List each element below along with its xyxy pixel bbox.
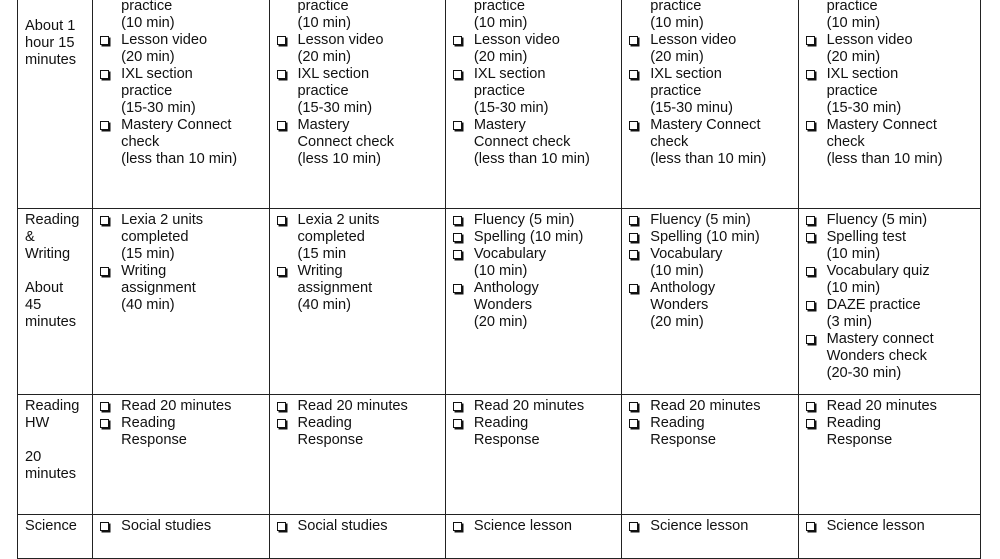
task-text: (15 min) bbox=[121, 246, 175, 262]
task-text: (10 min) bbox=[473, 15, 528, 31]
task-list bbox=[446, 518, 621, 535]
task-item bbox=[650, 66, 793, 117]
checkbox-icon[interactable] bbox=[453, 284, 462, 293]
task-text: Wonders check bbox=[826, 348, 927, 364]
task-text: (40 min) bbox=[297, 297, 352, 313]
task-text: (10 min) bbox=[121, 15, 175, 31]
task-text: (20 min) bbox=[826, 49, 881, 65]
row-label-line: minutes bbox=[25, 466, 77, 482]
row-label bbox=[18, 515, 93, 559]
task-list bbox=[622, 518, 797, 535]
task-list bbox=[799, 212, 980, 382]
checkbox-icon[interactable] bbox=[806, 419, 815, 428]
task-text: Read 20 minutes bbox=[650, 398, 761, 414]
checkbox-icon[interactable] bbox=[277, 402, 286, 411]
task-text: Mastery Connect bbox=[121, 117, 232, 133]
task-item bbox=[121, 398, 264, 415]
checkbox-icon[interactable] bbox=[277, 36, 286, 45]
row-label-line: Writing bbox=[25, 246, 71, 262]
task-text: Vocabulary bbox=[473, 246, 547, 262]
task-text: completed bbox=[297, 229, 365, 245]
task-item bbox=[827, 212, 976, 229]
task-text: Lesson video bbox=[121, 32, 208, 48]
task-list bbox=[270, 212, 445, 314]
task-text: Mastery Connect bbox=[826, 117, 937, 133]
task-text: Reading bbox=[121, 415, 176, 431]
task-text: Lesson video bbox=[826, 32, 913, 48]
task-text: IXL section bbox=[650, 66, 722, 82]
task-item bbox=[474, 398, 617, 415]
task-item bbox=[650, 280, 793, 331]
task-text: Lesson video bbox=[473, 32, 560, 48]
checkbox-icon[interactable] bbox=[100, 267, 109, 276]
checkbox-icon[interactable] bbox=[806, 70, 815, 79]
task-text: Mastery connect bbox=[826, 331, 934, 347]
task-text: Read 20 minutes bbox=[826, 398, 937, 414]
task-text: Connect check bbox=[297, 134, 395, 150]
task-text: practice bbox=[297, 0, 349, 14]
task-item bbox=[650, 0, 793, 32]
task-list bbox=[270, 518, 445, 535]
checkbox-icon[interactable] bbox=[100, 70, 109, 79]
task-text: (less than 10 min) bbox=[473, 151, 590, 167]
row-label-line: Science bbox=[25, 518, 77, 534]
checkbox-icon[interactable] bbox=[100, 121, 109, 130]
checkbox-icon[interactable] bbox=[453, 419, 462, 428]
task-item bbox=[474, 415, 617, 449]
task-text: (10 min) bbox=[826, 246, 881, 262]
checkbox-icon[interactable] bbox=[277, 267, 286, 276]
task-text: completed bbox=[121, 229, 189, 245]
day-cell bbox=[622, 515, 798, 559]
task-text: Response bbox=[121, 432, 187, 448]
schedule-row bbox=[18, 395, 981, 515]
day-cell bbox=[798, 515, 980, 559]
task-text: Social studies bbox=[121, 518, 212, 534]
task-list bbox=[799, 518, 980, 535]
task-text: Vocabulary quiz bbox=[826, 263, 930, 279]
task-item bbox=[827, 398, 976, 415]
task-text: IXL section bbox=[121, 66, 193, 82]
checkbox-icon[interactable] bbox=[806, 121, 815, 130]
checkbox-icon[interactable] bbox=[806, 402, 815, 411]
task-item bbox=[298, 32, 441, 66]
task-text: (10 min) bbox=[650, 15, 704, 31]
task-text: Spelling (10 min) bbox=[473, 229, 584, 245]
checkbox-icon[interactable] bbox=[277, 522, 286, 531]
task-text: Social studies bbox=[297, 518, 388, 534]
task-text: Reading bbox=[473, 415, 529, 431]
task-item bbox=[827, 518, 976, 535]
row-label-line: 45 bbox=[25, 297, 42, 313]
task-text: (10 min) bbox=[650, 263, 704, 279]
task-list bbox=[93, 212, 268, 314]
task-text: IXL section bbox=[473, 66, 546, 82]
task-text: Reading bbox=[826, 415, 881, 431]
schedule-body bbox=[18, 0, 981, 559]
task-item bbox=[827, 66, 976, 117]
day-cell bbox=[269, 515, 445, 559]
checkbox-icon[interactable] bbox=[629, 419, 638, 428]
task-text: Mastery bbox=[473, 117, 526, 133]
task-text: (20 min) bbox=[650, 49, 704, 65]
checkbox-icon[interactable] bbox=[277, 70, 286, 79]
checkbox-icon[interactable] bbox=[277, 216, 286, 225]
task-text: DAZE practice bbox=[826, 297, 921, 313]
task-list bbox=[446, 212, 621, 331]
checkbox-icon[interactable] bbox=[629, 522, 638, 531]
task-text: IXL section bbox=[826, 66, 899, 82]
task-text: Reading bbox=[297, 415, 352, 431]
task-text: practice bbox=[650, 83, 702, 99]
task-item bbox=[650, 518, 793, 535]
task-item bbox=[827, 297, 976, 331]
task-item bbox=[298, 263, 441, 314]
task-item bbox=[298, 66, 441, 117]
task-text: Response bbox=[473, 432, 540, 448]
task-text: (less than 10 min) bbox=[826, 151, 943, 167]
task-text: Lesson video bbox=[650, 32, 737, 48]
task-text: (3 min) bbox=[826, 314, 872, 330]
task-text: assignment bbox=[297, 280, 373, 296]
task-item bbox=[121, 0, 264, 32]
task-item bbox=[650, 229, 793, 246]
row-label-line: About bbox=[25, 280, 64, 296]
task-text: Science lesson bbox=[650, 518, 749, 534]
task-text: (10 min) bbox=[826, 15, 881, 31]
checkbox-icon[interactable] bbox=[629, 250, 638, 259]
task-text: (15-30 min) bbox=[826, 100, 902, 116]
task-item bbox=[121, 32, 264, 66]
task-text: Connect check bbox=[473, 134, 571, 150]
task-item bbox=[474, 229, 617, 246]
task-list bbox=[622, 0, 797, 168]
task-text: (20 min) bbox=[650, 314, 704, 330]
checkbox-icon[interactable] bbox=[453, 250, 462, 259]
task-text: Vocabulary bbox=[650, 246, 723, 262]
task-text: Spelling (10 min) bbox=[650, 229, 760, 245]
task-item bbox=[298, 212, 441, 263]
task-text: practice bbox=[826, 0, 878, 14]
row-label-line: About 1 bbox=[25, 18, 76, 34]
task-text: check bbox=[826, 134, 865, 150]
task-item bbox=[474, 117, 617, 168]
schedule-row bbox=[18, 515, 981, 559]
row-label-line: 20 bbox=[25, 449, 42, 465]
row-label-gap bbox=[25, 432, 92, 449]
task-item bbox=[474, 0, 617, 32]
task-text: practice bbox=[121, 0, 173, 14]
day-cell bbox=[798, 395, 980, 515]
row-label-gap bbox=[25, 263, 92, 280]
task-text: Mastery bbox=[297, 117, 350, 133]
task-list bbox=[446, 0, 621, 168]
task-list bbox=[270, 0, 445, 168]
row-label bbox=[18, 209, 93, 395]
checkbox-icon[interactable] bbox=[277, 121, 286, 130]
checkbox-icon[interactable] bbox=[453, 233, 462, 242]
checkbox-icon[interactable] bbox=[100, 36, 109, 45]
task-text: Lexia 2 units bbox=[297, 212, 380, 228]
task-text: (15-30 min) bbox=[121, 100, 196, 116]
task-text: Fluency (5 min) bbox=[650, 212, 751, 228]
task-list bbox=[93, 0, 268, 168]
checkbox-icon[interactable] bbox=[629, 70, 638, 79]
task-item bbox=[474, 280, 617, 331]
task-item bbox=[121, 415, 264, 449]
task-text: (20-30 min) bbox=[826, 365, 902, 381]
task-text: IXL section bbox=[297, 66, 370, 82]
checkbox-icon[interactable] bbox=[453, 216, 462, 225]
checkbox-icon[interactable] bbox=[806, 301, 815, 310]
task-item bbox=[298, 518, 441, 535]
task-text: practice bbox=[650, 0, 702, 14]
task-text: practice bbox=[473, 83, 525, 99]
task-item bbox=[650, 246, 793, 280]
checkbox-icon[interactable] bbox=[100, 216, 109, 225]
task-item bbox=[827, 331, 976, 382]
task-text: (10 min) bbox=[473, 263, 528, 279]
day-cell bbox=[93, 0, 269, 209]
day-cell bbox=[93, 395, 269, 515]
checkbox-icon[interactable] bbox=[100, 419, 109, 428]
task-item bbox=[474, 518, 617, 535]
task-text: (40 min) bbox=[121, 297, 175, 313]
day-cell bbox=[445, 0, 621, 209]
task-text: practice bbox=[826, 83, 878, 99]
checkbox-icon[interactable] bbox=[453, 402, 462, 411]
task-text: Anthology bbox=[473, 280, 539, 296]
task-text: Science lesson bbox=[473, 518, 573, 534]
checkbox-icon[interactable] bbox=[806, 216, 815, 225]
task-item bbox=[650, 32, 793, 66]
checkbox-icon[interactable] bbox=[453, 70, 462, 79]
row-label-line: & bbox=[25, 229, 35, 245]
task-item bbox=[298, 117, 441, 168]
checkbox-icon[interactable] bbox=[453, 121, 462, 130]
task-item bbox=[827, 32, 976, 66]
weekly-schedule-table bbox=[17, 0, 981, 559]
checkbox-icon[interactable] bbox=[629, 402, 638, 411]
task-text: Read 20 minutes bbox=[297, 398, 408, 414]
task-list bbox=[799, 398, 980, 449]
task-text: Fluency (5 min) bbox=[473, 212, 575, 228]
day-cell bbox=[93, 209, 269, 395]
checkbox-icon[interactable] bbox=[100, 402, 109, 411]
task-text: Lexia 2 units bbox=[121, 212, 204, 228]
task-list bbox=[270, 398, 445, 449]
checkbox-icon[interactable] bbox=[806, 522, 815, 531]
task-text: (15 min bbox=[297, 246, 347, 262]
task-text: check bbox=[121, 134, 160, 150]
task-item bbox=[650, 398, 793, 415]
checkbox-icon[interactable] bbox=[806, 233, 815, 242]
checkbox-icon[interactable] bbox=[277, 419, 286, 428]
row-label-line: minutes bbox=[25, 52, 77, 68]
task-text: Anthology bbox=[650, 280, 716, 296]
task-text: (less than 10 min) bbox=[121, 151, 238, 167]
day-cell bbox=[269, 209, 445, 395]
task-item bbox=[474, 32, 617, 66]
checkbox-icon[interactable] bbox=[629, 216, 638, 225]
row-label-line: HW bbox=[25, 415, 50, 431]
task-item bbox=[121, 263, 264, 314]
task-text: Science lesson bbox=[826, 518, 925, 534]
task-text: (20 min) bbox=[121, 49, 175, 65]
row-label bbox=[18, 395, 93, 515]
task-item bbox=[474, 66, 617, 117]
checkbox-icon[interactable] bbox=[806, 36, 815, 45]
task-text: practice bbox=[297, 83, 349, 99]
checkbox-icon[interactable] bbox=[629, 284, 638, 293]
task-item bbox=[298, 415, 441, 449]
task-item bbox=[121, 212, 264, 263]
task-list bbox=[622, 398, 797, 449]
day-cell bbox=[622, 209, 798, 395]
task-text: (less than 10 min) bbox=[650, 151, 767, 167]
task-text: practice bbox=[121, 83, 173, 99]
day-cell bbox=[622, 395, 798, 515]
checkbox-icon[interactable] bbox=[453, 36, 462, 45]
task-item bbox=[298, 398, 441, 415]
task-text: Response bbox=[826, 432, 893, 448]
task-list bbox=[446, 398, 621, 449]
checkbox-icon[interactable] bbox=[629, 36, 638, 45]
task-text: practice bbox=[473, 0, 525, 14]
day-cell bbox=[445, 209, 621, 395]
task-text: Spelling test bbox=[826, 229, 907, 245]
task-text: Read 20 minutes bbox=[121, 398, 232, 414]
task-text: (10 min) bbox=[297, 15, 352, 31]
task-list bbox=[93, 398, 268, 449]
day-cell bbox=[622, 0, 798, 209]
task-item bbox=[827, 229, 976, 263]
task-text: Mastery Connect bbox=[650, 117, 761, 133]
row-label-line: Reading bbox=[25, 212, 80, 228]
checkbox-icon[interactable] bbox=[806, 267, 815, 276]
task-text: Writing bbox=[297, 263, 343, 279]
task-item bbox=[121, 518, 264, 535]
task-item bbox=[121, 66, 264, 117]
day-cell bbox=[445, 515, 621, 559]
task-text: Lesson video bbox=[297, 32, 384, 48]
row-label bbox=[18, 0, 93, 209]
checkbox-icon[interactable] bbox=[806, 335, 815, 344]
checkbox-icon[interactable] bbox=[629, 121, 638, 130]
task-text: check bbox=[650, 134, 689, 150]
task-text: Wonders bbox=[650, 297, 709, 313]
task-text: (20 min) bbox=[473, 49, 528, 65]
task-text: (20 min) bbox=[473, 314, 528, 330]
row-label-line: minutes bbox=[25, 314, 77, 330]
checkbox-icon[interactable] bbox=[453, 522, 462, 531]
task-text: (15-30 min) bbox=[297, 100, 373, 116]
schedule-row bbox=[18, 209, 981, 395]
task-list bbox=[622, 212, 797, 331]
day-cell bbox=[93, 515, 269, 559]
task-item bbox=[650, 212, 793, 229]
row-label-line: Reading bbox=[25, 398, 80, 414]
task-text: (less 10 min) bbox=[297, 151, 382, 167]
task-text: (15-30 minu) bbox=[650, 100, 733, 116]
day-cell bbox=[269, 0, 445, 209]
task-item bbox=[827, 415, 976, 449]
task-list bbox=[799, 0, 980, 168]
row-label-line: hour 15 bbox=[25, 35, 75, 51]
task-text: Wonders bbox=[473, 297, 532, 313]
task-list bbox=[93, 518, 268, 535]
checkbox-icon[interactable] bbox=[629, 233, 638, 242]
task-item bbox=[827, 263, 976, 297]
task-item bbox=[474, 212, 617, 229]
day-cell bbox=[445, 395, 621, 515]
day-cell bbox=[269, 395, 445, 515]
task-item bbox=[650, 117, 793, 168]
task-item bbox=[298, 0, 441, 32]
task-text: Read 20 minutes bbox=[473, 398, 585, 414]
task-item bbox=[827, 0, 976, 32]
checkbox-icon[interactable] bbox=[100, 522, 109, 531]
task-text: (10 min) bbox=[826, 280, 881, 296]
task-item bbox=[827, 117, 976, 168]
task-text: Response bbox=[650, 432, 716, 448]
task-text: Writing bbox=[121, 263, 167, 279]
task-text: assignment bbox=[121, 280, 196, 296]
task-item bbox=[474, 246, 617, 280]
task-text: (15-30 min) bbox=[473, 100, 549, 116]
task-text: Response bbox=[297, 432, 364, 448]
task-item bbox=[121, 117, 264, 168]
task-text: (20 min) bbox=[297, 49, 352, 65]
day-cell bbox=[798, 0, 980, 209]
task-text: Fluency (5 min) bbox=[826, 212, 928, 228]
schedule-row bbox=[18, 0, 981, 209]
task-item bbox=[650, 415, 793, 449]
task-text: Reading bbox=[650, 415, 705, 431]
day-cell bbox=[798, 209, 980, 395]
